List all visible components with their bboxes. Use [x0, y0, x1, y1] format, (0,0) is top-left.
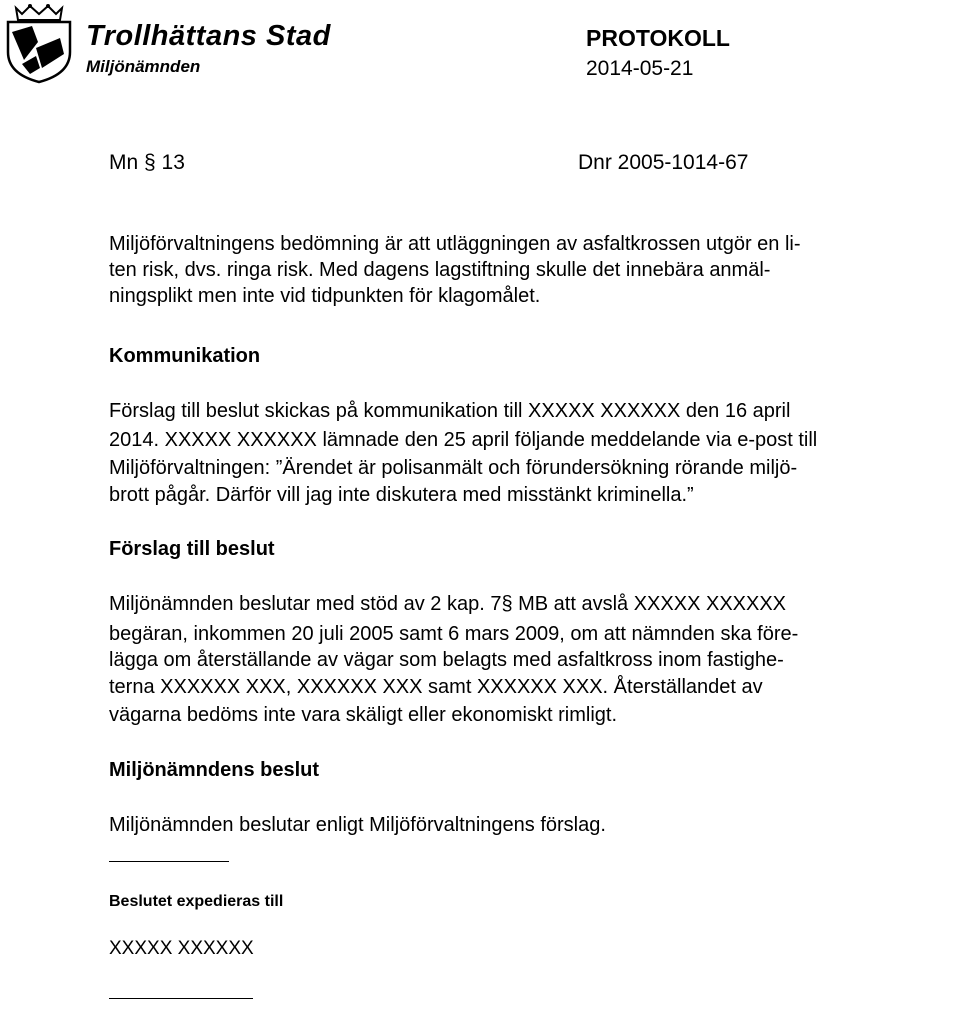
committee-name: Miljönämnden	[86, 57, 201, 76]
proposal-line: lägga om återställande av vägar som belagts med asfaltkross inom fastighe-	[109, 649, 784, 671]
coat-of-arms-logo	[2, 2, 76, 84]
communication-line: 2014. XXXXX XXXXXX lämnade den 25 april följande meddelande via e-post till	[109, 429, 818, 451]
case-number: Dnr 2005-1014-67	[578, 151, 749, 174]
section-number: Mn § 13	[109, 151, 185, 174]
dispatch-heading: Beslutet expedieras till	[109, 893, 284, 910]
separator-line	[109, 861, 229, 862]
communication-line: Förslag till beslut skickas på kommunikation till XXXXX XXXXXX den 16 april	[109, 400, 791, 422]
assessment-line: ningsplikt men inte vid tidpunkten för klagomålet.	[109, 285, 541, 307]
decision-text: Miljönämnden beslutar enligt Miljöförvaltningens förslag.	[109, 814, 606, 836]
assessment-line: Miljöförvaltningens bedömning är att utläggningen av asfaltkrossen utgör en li-	[109, 233, 801, 255]
organization-name: Trollhättans Stad	[86, 20, 331, 52]
proposal-line: terna XXXXXX XXX, XXXXXX XXX samt XXXXXX XXX. Återställandet av	[109, 676, 763, 698]
assessment-line: ten risk, dvs. ringa risk. Med dagens lagstiftning skulle det innebära anmäl-	[109, 259, 771, 281]
document-date: 2014-05-21	[586, 57, 694, 80]
separator-line	[109, 998, 253, 999]
decision-heading: Miljönämndens beslut	[109, 759, 320, 781]
communication-line: brott pågår. Därför vill jag inte diskutera med misstänkt kriminella.”	[109, 484, 694, 506]
communication-line: Miljöförvaltningen: ”Ärendet är polisanmält och förundersökning rörande miljö-	[109, 457, 798, 479]
communication-heading: Kommunikation	[109, 345, 261, 367]
proposal-heading: Förslag till beslut	[109, 538, 275, 560]
proposal-line: Miljönämnden beslutar med stöd av 2 kap. 7§ MB att avslå XXXXX XXXXXX	[109, 593, 787, 615]
document-type: PROTOKOLL	[586, 25, 730, 51]
proposal-line: begäran, inkommen 20 juli 2005 samt 6 mars 2009, om att nämnden ska före-	[109, 623, 799, 645]
proposal-line: vägarna bedöms inte vara skäligt eller ekonomiskt rimligt.	[109, 704, 617, 726]
dispatch-recipient: XXXXX XXXXXX	[109, 938, 254, 959]
